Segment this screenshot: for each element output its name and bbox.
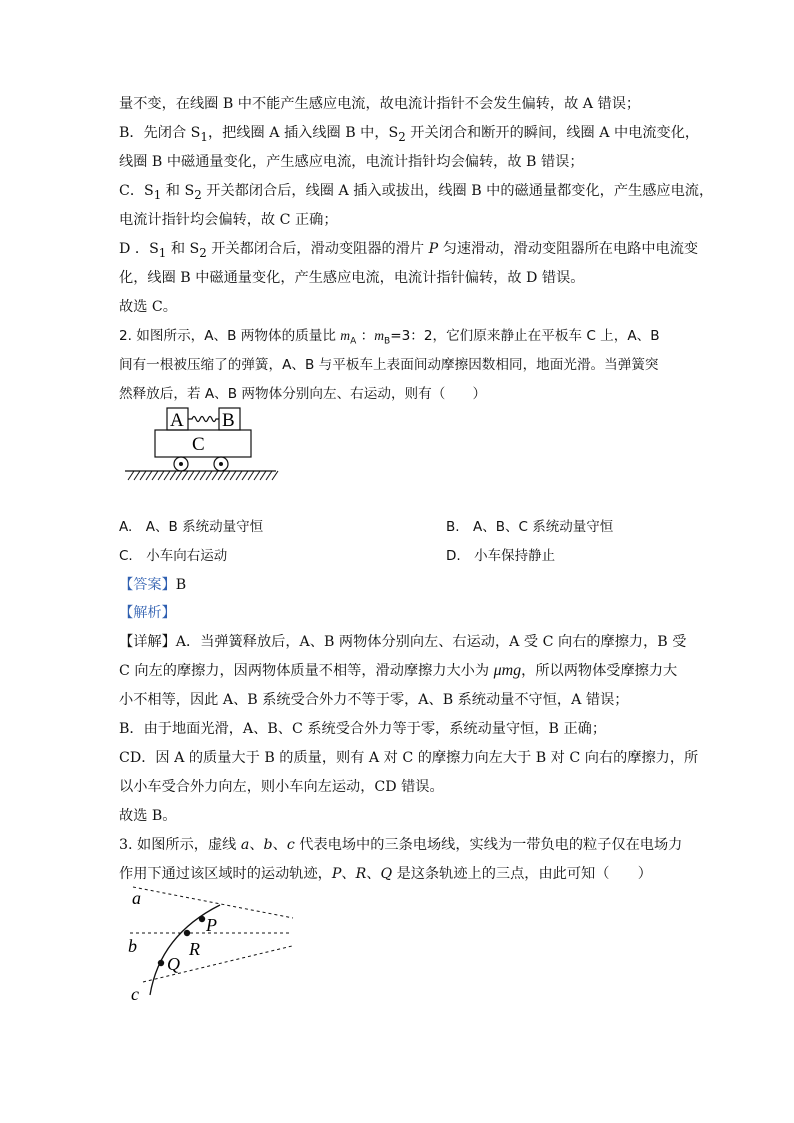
sub: B <box>384 336 391 347</box>
var-b: b <box>263 837 273 853</box>
text: 、 <box>272 837 287 853</box>
q2-detail-line-3: 小不相等，因此 A、B 系统受合外力不等于零，A、B 系统动量不守恒，A 错误； <box>119 692 629 708</box>
q2-stem-line-2: 间有一根被压缩了的弹簧，A、B 与平板车上表面间动摩擦因数相同，地面光滑。当弹簧突 <box>119 357 659 373</box>
text: 、 <box>366 866 381 882</box>
q2-stem-line-3: 然释放后，若 A、B 两物体分别向左、右运动，则有（ ） <box>119 386 487 402</box>
text: C 向左的摩擦力，因两物体质量不相等，滑动摩擦力大小为 <box>119 663 494 679</box>
var-a: a <box>240 837 250 853</box>
text: 和 S <box>161 183 195 199</box>
var-r: R <box>355 866 367 882</box>
q2-option-d[interactable]: D. 小车保持静止 <box>446 548 556 564</box>
var-m: m <box>374 328 385 343</box>
text: 和 S <box>166 241 200 257</box>
mu-mg: μmg <box>493 662 522 679</box>
var-p: P <box>428 241 439 257</box>
var-c: c <box>286 837 295 853</box>
sub: A <box>350 336 357 347</box>
text: 匀速滑动，滑动变阻器所在电路中电流变 <box>438 241 699 257</box>
answer-value: B <box>175 577 187 593</box>
label-b: b <box>128 936 137 956</box>
text: D ．S <box>119 241 159 257</box>
q2-option-c[interactable]: C. 小车向右运动 <box>119 548 228 564</box>
q2-analysis-label: 【解析】 <box>119 605 176 621</box>
sub: 1 <box>153 187 162 202</box>
label-r: R <box>189 939 200 959</box>
sub: 1 <box>158 245 167 260</box>
sub: 1 <box>200 129 208 144</box>
sub: 2 <box>194 187 202 202</box>
block-a-label: A <box>170 410 184 431</box>
label-a: a <box>132 888 141 908</box>
text: C．S <box>119 183 154 199</box>
sub: 2 <box>199 245 207 260</box>
text: ，所以两物体受摩擦力大 <box>521 663 678 679</box>
answer-label: 【答案】 <box>119 577 176 593</box>
text: 开关都闭合后，线圈 A 插入或拔出，线圈 B 中的磁通量都变化，产生感应电流， <box>201 183 714 199</box>
point-q <box>158 960 164 966</box>
text: 是这条轨迹上的三点，由此可知（ ） <box>392 866 652 882</box>
text: ，把线圈 A 插入线圈 B 中，S <box>207 125 399 141</box>
text: ： <box>356 328 375 344</box>
cart-c-label: C <box>192 434 205 455</box>
prev-conclusion: 故选 C。 <box>119 299 177 315</box>
text: =3：2，它们原来静止在平板车 C 上，A、B <box>390 328 660 344</box>
q2-detail-line-5: CD．因 A 的质量大于 B 的质量，则有 A 对 C 的摩擦力向左大于 B 对 C 向右的摩擦力，所 <box>119 750 699 766</box>
text: 代表电场中的三条电场线，实线为一带负电的粒子仅在电场力 <box>294 837 683 853</box>
text: 2. 如图所示，A、B 两物体的质量比 <box>119 328 341 344</box>
var-m: m <box>340 328 351 343</box>
var-q: Q <box>380 866 393 882</box>
detail-label: 【详解】 <box>119 634 176 650</box>
point-r <box>184 930 190 936</box>
q2-detail-line-4: B．由于地面光滑，A、B、C 系统受合外力等于零，系统动量守恒，B 正确； <box>119 721 607 737</box>
q2-option-b[interactable]: B. A、B、C 系统动量守恒 <box>446 519 614 535</box>
text: B．先闭合 S <box>119 125 201 141</box>
prev-option-b-line-2: 线圈 B 中磁通量变化，产生感应电流，电流计指针均会偏转，故 B 错误； <box>119 154 584 170</box>
label-p: P <box>206 915 217 935</box>
field-line-a <box>133 887 293 918</box>
field-line-c <box>143 946 292 982</box>
q2-conclusion: 故选 B。 <box>119 808 177 824</box>
q2-option-a[interactable]: A. A、B 系统动量守恒 <box>119 519 264 535</box>
text: 作用下通过该区域时的运动轨迹， <box>119 866 332 882</box>
label-q: Q <box>167 954 180 974</box>
text: 、 <box>341 866 356 882</box>
text: 开关都闭合后，滑动变阻器的滑片 <box>206 241 429 257</box>
text: 开关闭合和断开的瞬间，线圈 A 中电流变化， <box>405 125 700 141</box>
prev-option-d-line-2: 化，线圈 B 中磁通量变化，产生感应电流，电流计指针偏转，故 D 错误。 <box>119 270 585 286</box>
label-c: c <box>131 984 139 1004</box>
sub: 2 <box>398 129 406 144</box>
text: 3. 如图所示，虚线 <box>119 837 241 853</box>
text: A．当弹簧释放后，A、B 两物体分别向左、右运动，A 受 C 向右的摩擦力，B 受 <box>175 634 687 650</box>
point-p <box>199 916 205 922</box>
prev-line-1: 量不变，在线圈 B 中不能产生感应电流，故电流计指针不会发生偏转，故 A 错误； <box>119 96 641 112</box>
q2-detail-line-6: 以小车受合外力向左，则小车向左运动，CD 错误。 <box>119 779 444 795</box>
text: 、 <box>249 837 264 853</box>
prev-option-c-line-2: 电流计指针均会偏转，故 C 正确； <box>119 212 338 228</box>
block-b-label: B <box>222 410 235 431</box>
var-p: P <box>331 866 342 882</box>
